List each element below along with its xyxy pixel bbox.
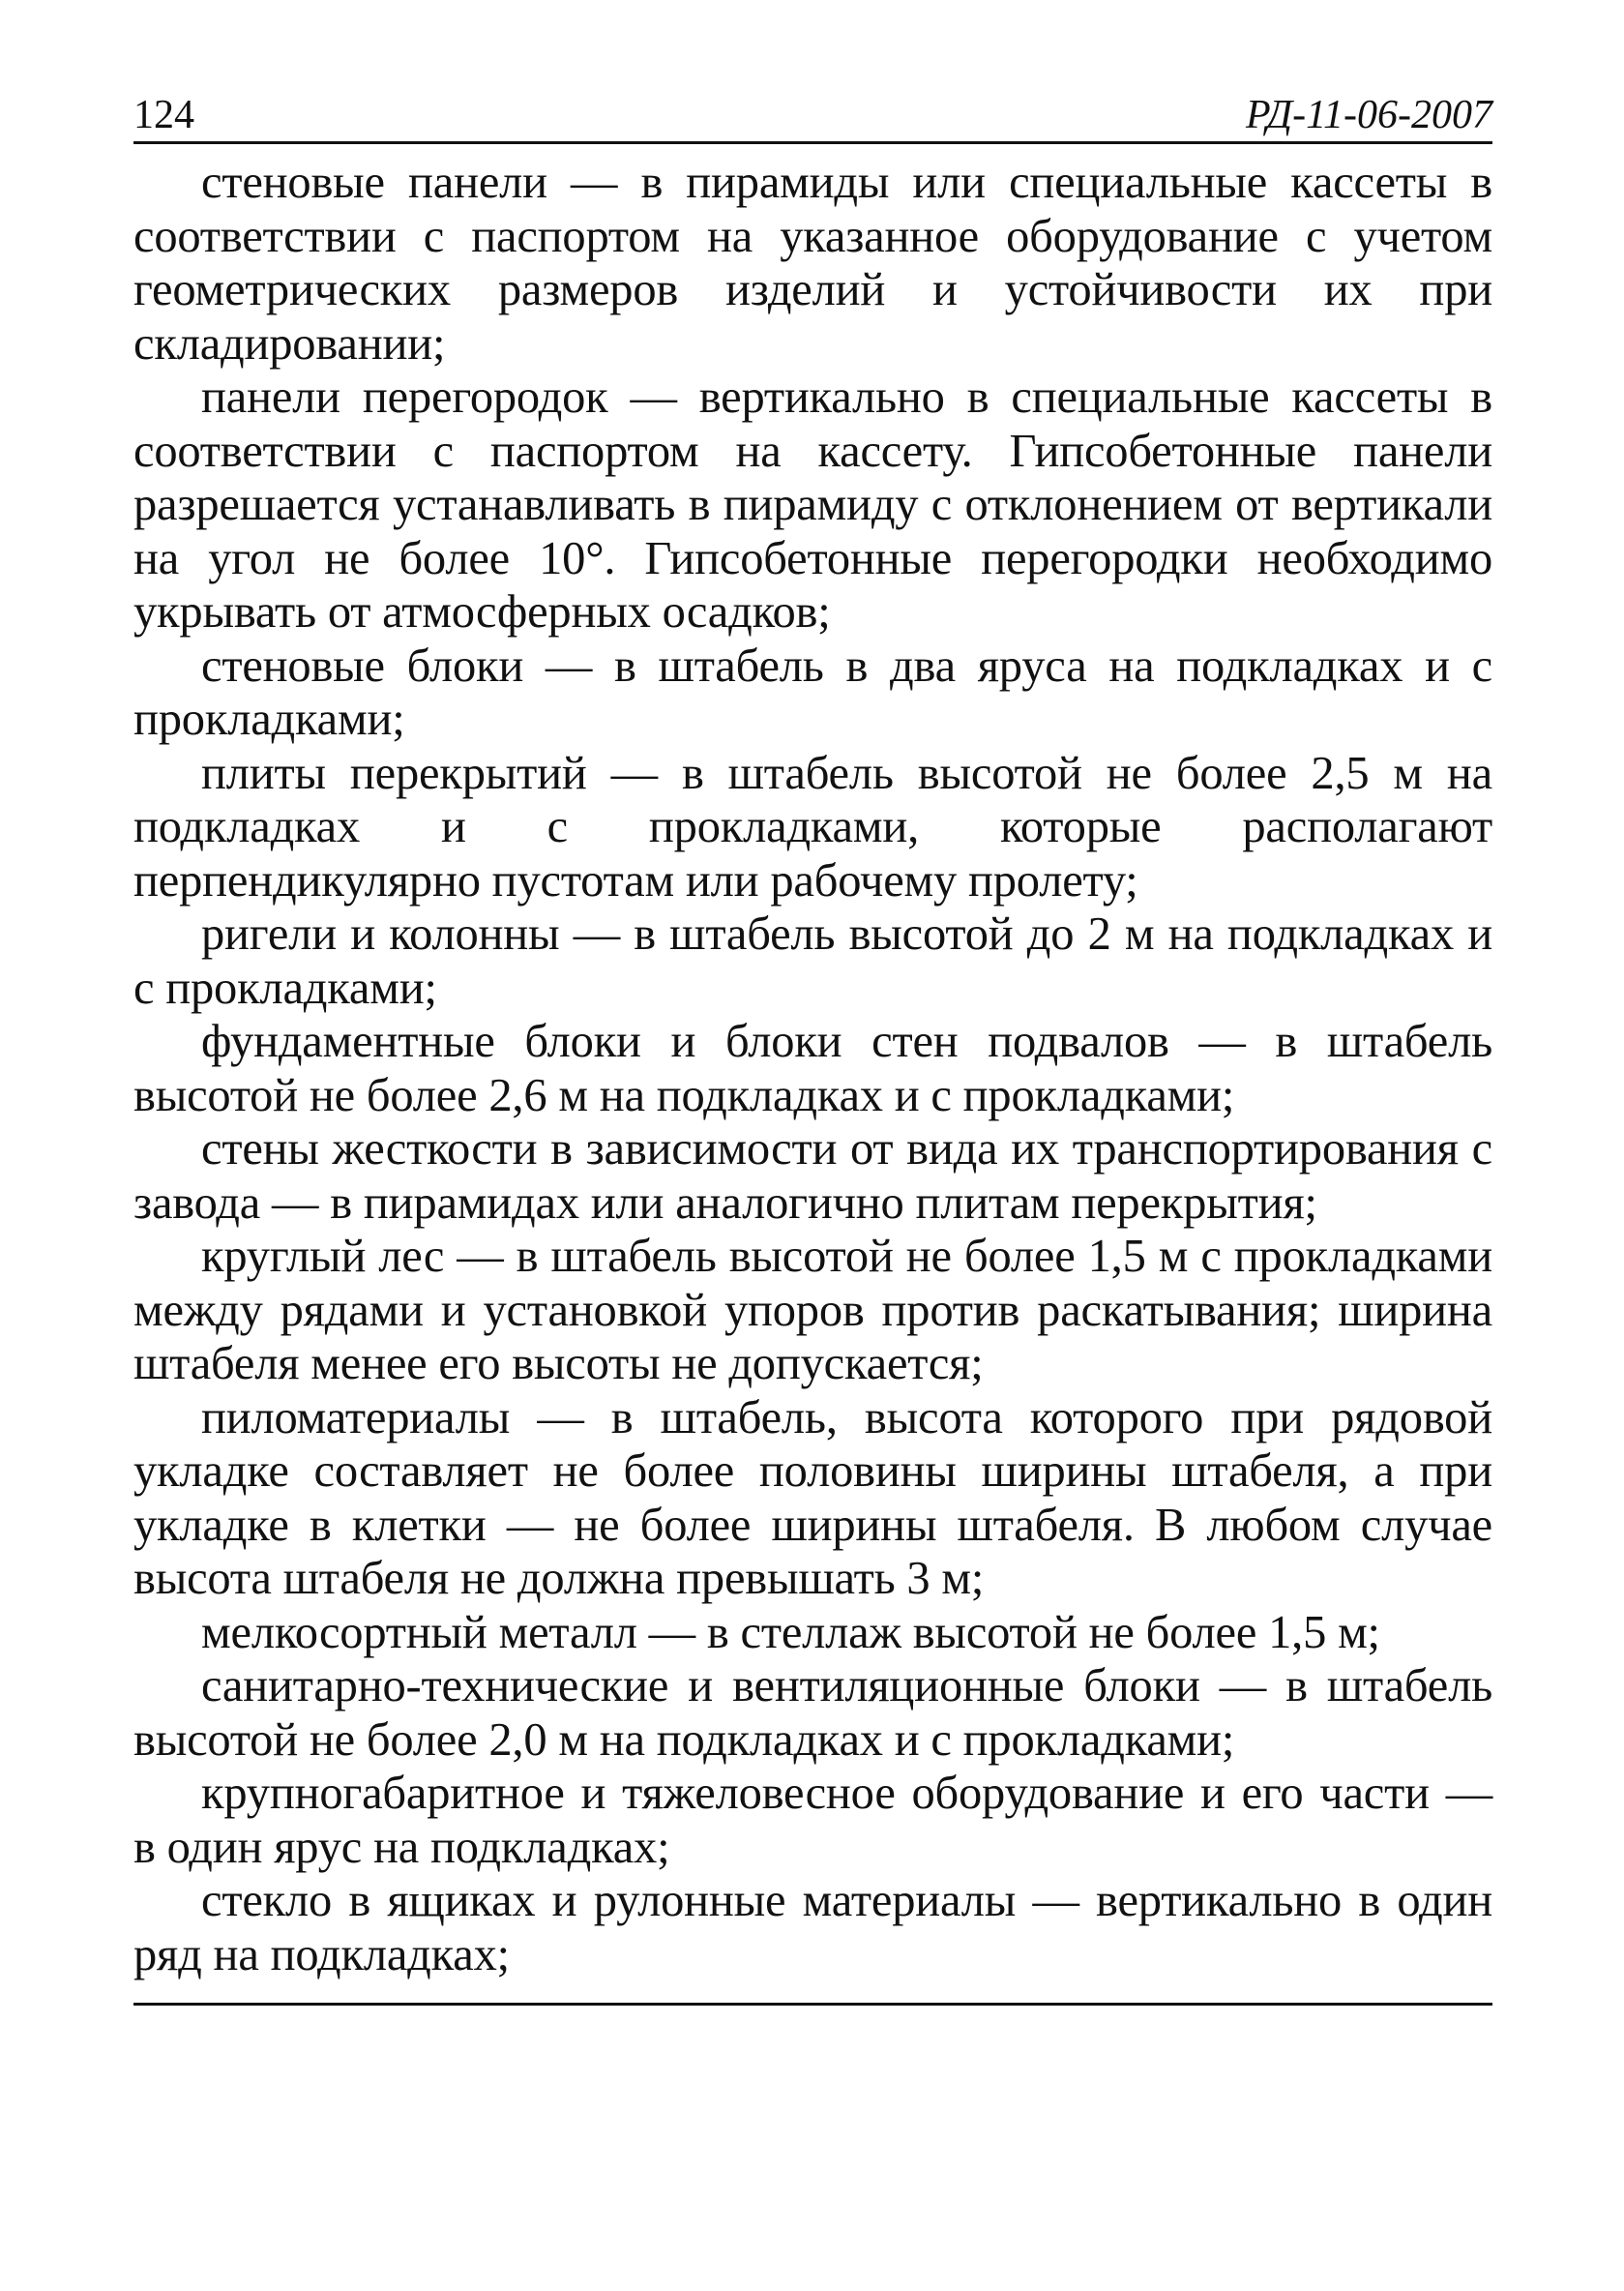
paragraph-stiffening-walls: стены жесткости в зависимости от вида их транспортирования с завода — в пирамидах или аналогично плитам перекрытия;: [133, 1123, 1492, 1229]
footer-rule: [133, 2003, 1492, 2006]
paragraph-floor-slabs: плиты перекрытий — в штабель высотой не более 2,5 м на подкладках и с прокладками, которые располагают перпендикулярно пустотам или рабочему пролету;: [133, 747, 1492, 907]
paragraph-foundation-blocks: фундаментные блоки и блоки стен подвалов — в штабель высотой не более 2,6 м на подкладках и с прокладками;: [133, 1016, 1492, 1121]
paragraph-partition-panels: панели перегородок — вертикально в специальные кассеты в соответствии с паспортом на кассету. Гипсобетонные панели разрешается устанавливать в пирамиду с отклонением от вертикали на угол не более 10°. Гипсобетонные перегородки необходимо укрывать от атмосферных осадков;: [133, 372, 1492, 638]
paragraph-sanitary-blocks: санитарно-технические и вентиляционные блоки — в штабель высотой не более 2,0 м на подкладках и с прокладками;: [133, 1660, 1492, 1766]
page-number: 124: [133, 93, 194, 137]
paragraph-glass-rolls: стекло в ящиках и рулонные материалы — вертикально в один ряд на подкладках;: [133, 1875, 1492, 1980]
paragraph-small-metal: мелкосортный металл — в стеллаж высотой не более 1,5 м;: [201, 1606, 1380, 1658]
paragraph-round-timber: круглый лес — в штабель высотой не более 1,5 м с прокладками между рядами и установкой упоров против раскатывания; ширина штабеля менее его высоты не допускается;: [133, 1231, 1492, 1389]
page-body: [133, 156, 1492, 1981]
paragraph-lumber: пиломатериалы — в штабель, высота которого при рядовой укладке составляет не более половины ширины штабеля, а при укладке в клетки — не более ширины штабеля. В любом случае высота штабеля не должна превышать 3 м;: [133, 1391, 1492, 1604]
page-header: [133, 85, 1492, 144]
document-page: [133, 85, 1492, 2006]
paragraph-wall-blocks: стеновые блоки — в штабель в два яруса на подкладках и с прокладками;: [133, 640, 1492, 745]
paragraph-wall-panels: стеновые панели — в пирамиды или специальные кассеты в соответствии с паспортом на указанное оборудование с учетом геометрических размеров изделий и устойчивости их при складировании;: [133, 157, 1492, 370]
paragraph-beams-columns: ригели и колонны — в штабель высотой до 2 м на подкладках и с прокладками;: [133, 908, 1492, 1014]
paragraph-heavy-equipment: крупногабаритное и тяжеловесное оборудование и его части — в один ярус на подкладках;: [133, 1768, 1492, 1873]
document-code: РД-11-06-2007: [1245, 93, 1492, 137]
